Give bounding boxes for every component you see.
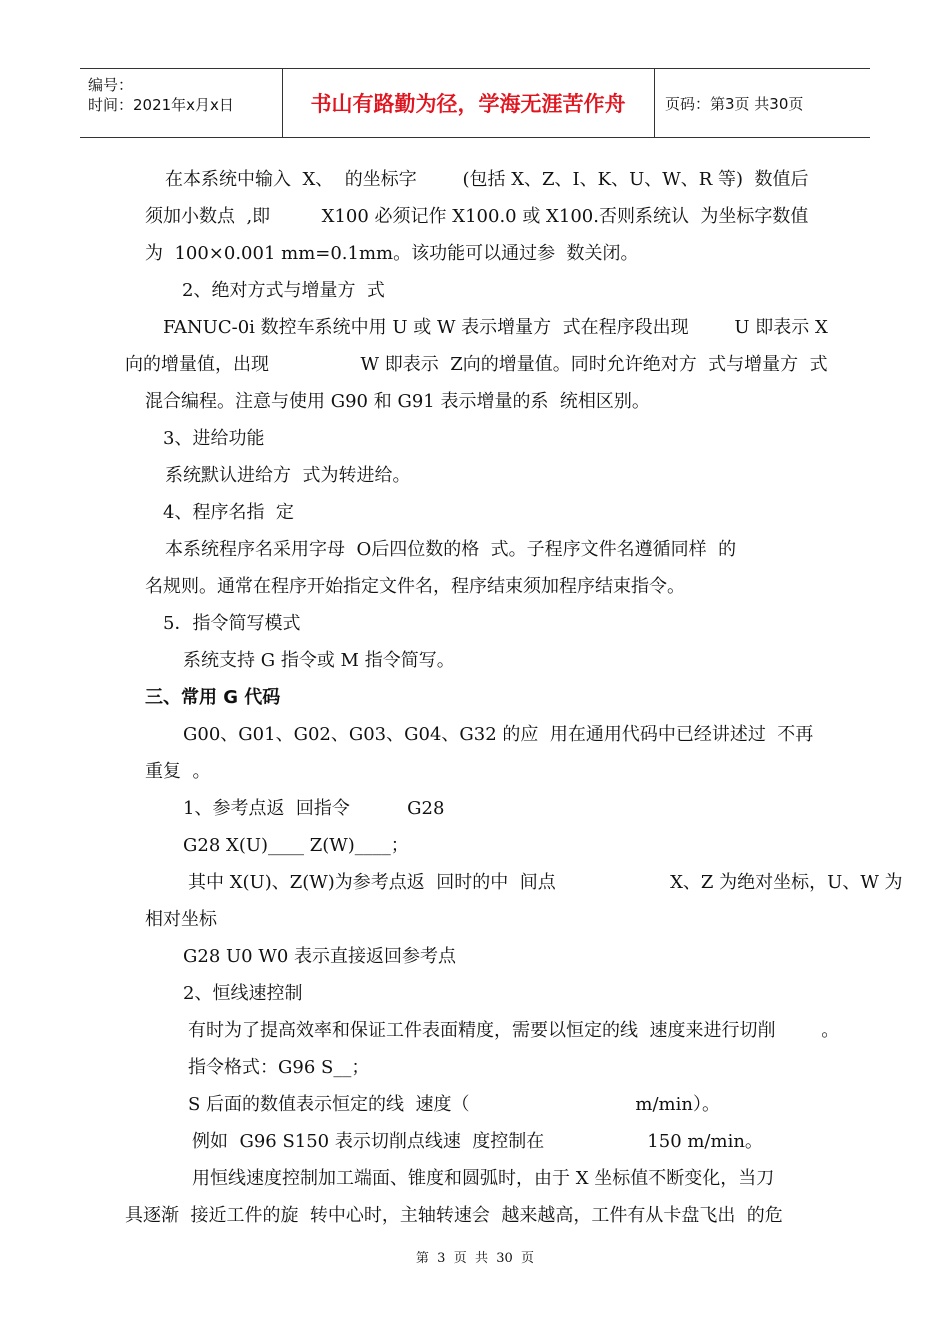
body-line: 系统支持 G 指令或 M 指令简写。 xyxy=(183,650,455,671)
body-line: 名规则。通常在程序开始指定文件名，程序结束须加程序结束指令。 xyxy=(145,576,685,597)
body-line: 为 100×0.001 mm=0.1mm。该功能可以通过参 数关闭。 xyxy=(145,243,639,264)
page-info: 页码：第3页 共30页 xyxy=(665,95,804,113)
body-line: 系统默认进给方 式为转进给。 xyxy=(165,465,411,486)
header-divider xyxy=(654,69,655,137)
body-line: 须加小数点 ,即 X100 必须记作 X100.0 或 X100.否则系统认 为坐标字数值 xyxy=(145,206,809,227)
body-line: 例如 G96 S150 表示切削点线速 度控制在 150 m/min。 xyxy=(192,1131,763,1152)
body-line: 本系统程序名采用字母 O后四位数的格 式。子程序文件名遵循同样 的 xyxy=(165,539,737,560)
body-line: 向的增量值，出现 W 即表示 Z向的增量值。同时允许绝对方 式与增量方 式 xyxy=(125,354,828,375)
body-line: 在本系统中输入 X、 的坐标字 (包括 X、Z、I、K、U、W、R 等) 数值后 xyxy=(165,169,809,190)
number-label: 编号： xyxy=(88,76,134,94)
body-line: FANUC-0i 数控车系统中用 U 或 W 表示增量方 式在程序段出现 U 即表示 X xyxy=(163,317,828,338)
section-heading: 1、参考点返 回指令 G28 xyxy=(183,798,445,819)
body-line: 混合编程。注意与使用 G90 和 G91 表示增量的系 统相区别。 xyxy=(145,391,650,412)
motto: 书山有路勤为径，学海无涯苦作舟 xyxy=(310,92,626,116)
header-meta xyxy=(88,75,234,115)
section-heading: 5．指令简写模式 xyxy=(163,613,301,634)
section-heading: 2、绝对方式与增量方 式 xyxy=(182,280,385,301)
section-heading: 4、程序名指 定 xyxy=(163,502,294,523)
body-line: S 后面的数值表示恒定的线 速度（ m/min）。 xyxy=(188,1094,720,1115)
page-header xyxy=(80,68,870,138)
section-heading: 2、恒线速控制 xyxy=(183,983,303,1004)
body-line: 用恒线速度控制加工端面、锥度和圆弧时，由于 X 坐标值不断变化，当刀 xyxy=(192,1168,775,1189)
time-label: 时间：2021年x月x日 xyxy=(88,96,234,114)
body-line: 重复 。 xyxy=(145,761,211,782)
body-line: G28 U0 W0 表示直接返回参考点 xyxy=(183,946,457,967)
body-line: 具逐渐 接近工件的旋 转中心时，主轴转速会 越来越高，工件有从卡盘飞出 的危 xyxy=(125,1205,783,1226)
body-line: 指令格式：G96 S__； xyxy=(188,1057,370,1078)
body-line: 其中 X(U)、Z(W)为参考点返 回时的中 间点 X、Z 为绝对坐标，U、W 为 xyxy=(188,872,903,893)
code-line: G28 X(U)____ Z(W)____； xyxy=(183,835,409,856)
section-heading: 3、进给功能 xyxy=(163,428,265,449)
chapter-heading: 三、常用 G 代码 xyxy=(145,687,281,708)
body-line: 有时为了提高效率和保证工件表面精度，需要以恒定的线 速度来进行切削 。 xyxy=(188,1020,840,1041)
body-line: G00、G01、G02、G03、G04、G32 的应 用在通用代码中已经讲述过 不再 xyxy=(183,724,814,745)
body-line: 相对坐标 xyxy=(145,909,217,930)
page-footer: 第 3 页 共 30 页 xyxy=(415,1251,535,1266)
